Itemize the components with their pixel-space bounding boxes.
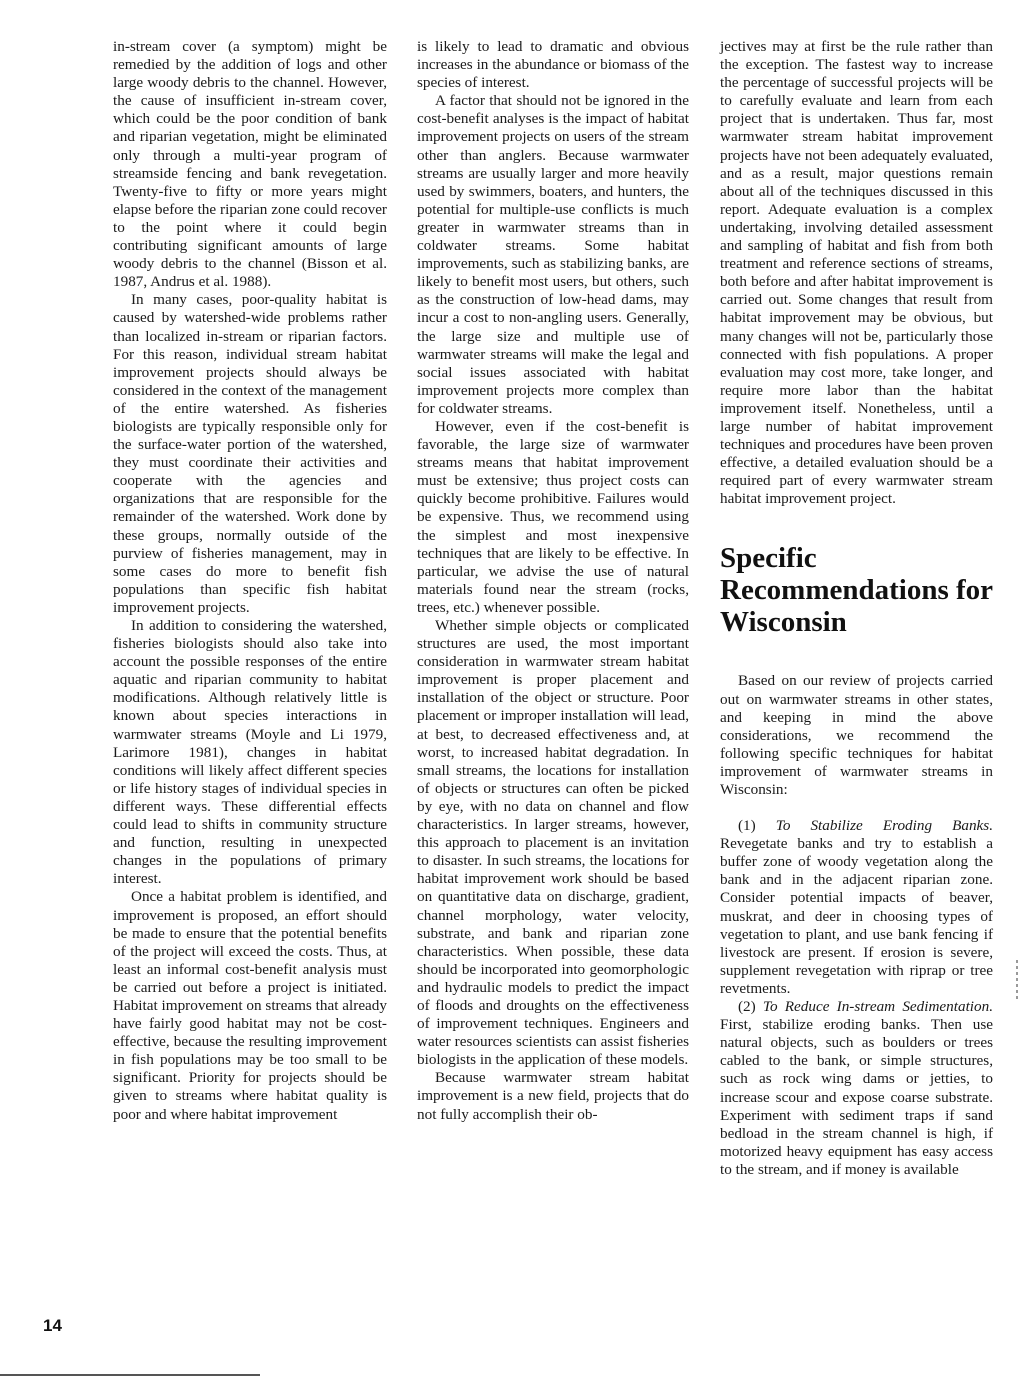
item-title: To Reduce In-stream Sedimentation. <box>762 998 994 1016</box>
item-text: First, stabilize eroding banks. Then use natural objects, such as boulders or trees cabled to the bank, or simple structures, such as rock wing dams or jetties, to increase scour and expose coarse substrate. Experiment with sediment traps if sand bedload in the stream channel is high, if motorized heavy equipment has easy access to the stream, and if money is available <box>720 1016 993 1178</box>
page-number: 14 <box>43 1316 62 1335</box>
paragraph: In addition to considering the watershed, fisheries biologists should also take into account the possible responses of the entire aquatic and riparian community to habitat modifications. Although relatively little is known about species interactions in warmwater streams (Moyle and Li 1979, Larimore 1981), changes in habitat conditions will likely affect different species or life history stages of individual species in different ways. These differential effects could lead to shifts in community structure and function, resulting in unexpected changes in the populations of primary interest. <box>113 617 387 888</box>
paragraph: is likely to lead to dramatic and obvious increases in the abundance or biomass of the species of interest. <box>417 38 689 92</box>
paragraph: In many cases, poor-quality habitat is caused by watershed-wide problems rather than localized in-stream or riparian factors. For this reason, individual stream habitat improvement projects should always be considered in the context of the management of the entire watershed. As fisheries biologists are typically responsible only for the surface-water portion of the watershed, they must coordinate their activities and cooperate with the agencies and organizations that are responsible for the remainder of the watershed. Work done by these groups, normally outside of the purview of fisheries management, may in some cases do more to benefit fish populations than specific fish habitat improvement projects. <box>113 291 387 616</box>
text-column-2 <box>417 38 689 1124</box>
paragraph: However, even if the cost-benefit is favorable, the large size of warmwater streams means that habitat improvement must be extensive; thus project costs can quickly become prohibitive. Failures would be expensive. Thus, we recommend using the simplest and most inexpensive techniques that are likely to be effective. In particular, we advise the use of natural materials found near the stream (rocks, trees, etc.) whenever possible. <box>417 417 689 616</box>
paragraph: A factor that should not be ignored in the cost-benefit analyses is the impact of habitat improvement projects on users of the stream other than anglers. Because warmwater streams are usually larger and more heavily used by swimmers, boaters, and hunters, the potential for multiple-use conflicts is much greater in warmwater streams than in coldwater streams. Some habitat improvements, such as stabilizing banks, are likely to benefit most users, but others, such as the construction of low-head dams, may incur a cost to non-angling users. Generally, the large size and multiple use of warmwater streams will make the legal and social issues associated with habitat improvement projects more complex than for coldwater streams. <box>417 92 689 417</box>
recommendation-item <box>720 998 993 1179</box>
intro-paragraph: Based on our review of projects carried out on warmwater streams in other states, and keeping in mind the above considerations, we recommend the following specific techniques for habitat improvement of warmwater streams in Wisconsin: <box>720 672 993 798</box>
paragraph: Once a habitat problem is identified, and improvement is proposed, an effort should be made to ensure that the potential benefits of the project will exceed the costs. Thus, at least an informal cost-benefit analysis must be carried out before a project is initiated. Habitat improvement on streams that already have fairly good habitat may not be cost-effective, because the resulting improvement in fish populations may be too small to be significant. Priority for projects should be given to streams where habitat quality is poor and where habitat improvement <box>113 888 387 1123</box>
section-heading: Specific Recommendations for Wisconsin <box>720 542 993 639</box>
paragraph: Whether simple objects or complicated structures are used, the most important consideration in warmwater stream habitat improvement is proper placement and installation of the object or structure. Poor placement or improper installation will lead, at best, to decreased effectiveness and, at worst, to increased habitat degradation. In small streams, the locations for installation of objects or structures can often be picked by eye, with no data on channel and flow characteristics. In larger streams, however, this approach to placement is an invitation to disaster. In such streams, the locations for habitat improvement work should be based on quantitative data on discharge, gradient, channel morphology, water velocity, substrate, and bank and riparian zone characteristics. When possible, these data should be incorporated into geomorphologic and hydraulic models to predict the impact of floods and droughts on the effectiveness of improvement techniques. Engineers and water resources scientists can assist fisheries biologists in the application of these models. <box>417 617 689 1069</box>
paragraph: jectives may at first be the rule rather than the exception. The fastest way to increase the percentage of successful projects will be to carefully evaluate and learn from each project that is undertaken. Thus far, most warmwater stream habitat improvement projects have not been adequately evaluated, and as a result, major questions remain about all of the techniques discussed in this report. Adequate evaluation is a complex undertaking, involving detailed assessment and sampling of habitat and fish from both treatment and reference sections of streams, both before and after habitat improvement is carried out. Some changes that result from habitat improvement may be obvious, but many changes will not be, particularly those connected with fish populations. A proper evaluation may cost more, take longer, and require more labor than the habitat improvement itself. Nonetheless, until a large number of habitat improvement techniques and procedures have been proven effective, a detailed evaluation should be a required part of every warmwater stream habitat improvement project. <box>720 38 993 508</box>
footer-rule <box>0 1374 260 1376</box>
item-number: (2) <box>738 998 756 1016</box>
text-column-3 <box>720 38 993 1179</box>
recommendation-item <box>720 817 993 998</box>
item-title: To Stabilize Eroding Banks. <box>775 817 993 835</box>
paragraph: Because warmwater stream habitat improvement is a new field, projects that do not fully accomplish their ob- <box>417 1069 689 1123</box>
scan-edge-mark <box>1016 960 1018 1000</box>
item-text: Revegetate banks and try to establish a buffer zone of woody vegetation along the bank and in the adjacent riparian zone. Consider potential impacts of beaver, muskrat, and deer in choosing types of vegetation to plant, and use bank fencing if livestock are present. If erosion is severe, supplement revegetation with riprap or tree revetments. <box>720 835 993 997</box>
text-column-1 <box>113 38 387 1124</box>
item-number: (1) <box>738 817 756 835</box>
paragraph: in-stream cover (a symptom) might be remedied by the addition of logs and other large woody debris to the channel. However, the cause of insufficient in-stream cover, which could be the poor condition of bank and riparian vegetation, might be eliminated only through a multi-year program of streamside fencing and bank revegetation. Twenty-five to fifty or more years might elapse before the riparian zone could recover to the point where it could begin contributing significant amounts of large woody debris to the channel (Bisson et al. 1987, Andrus et al. 1988). <box>113 38 387 291</box>
